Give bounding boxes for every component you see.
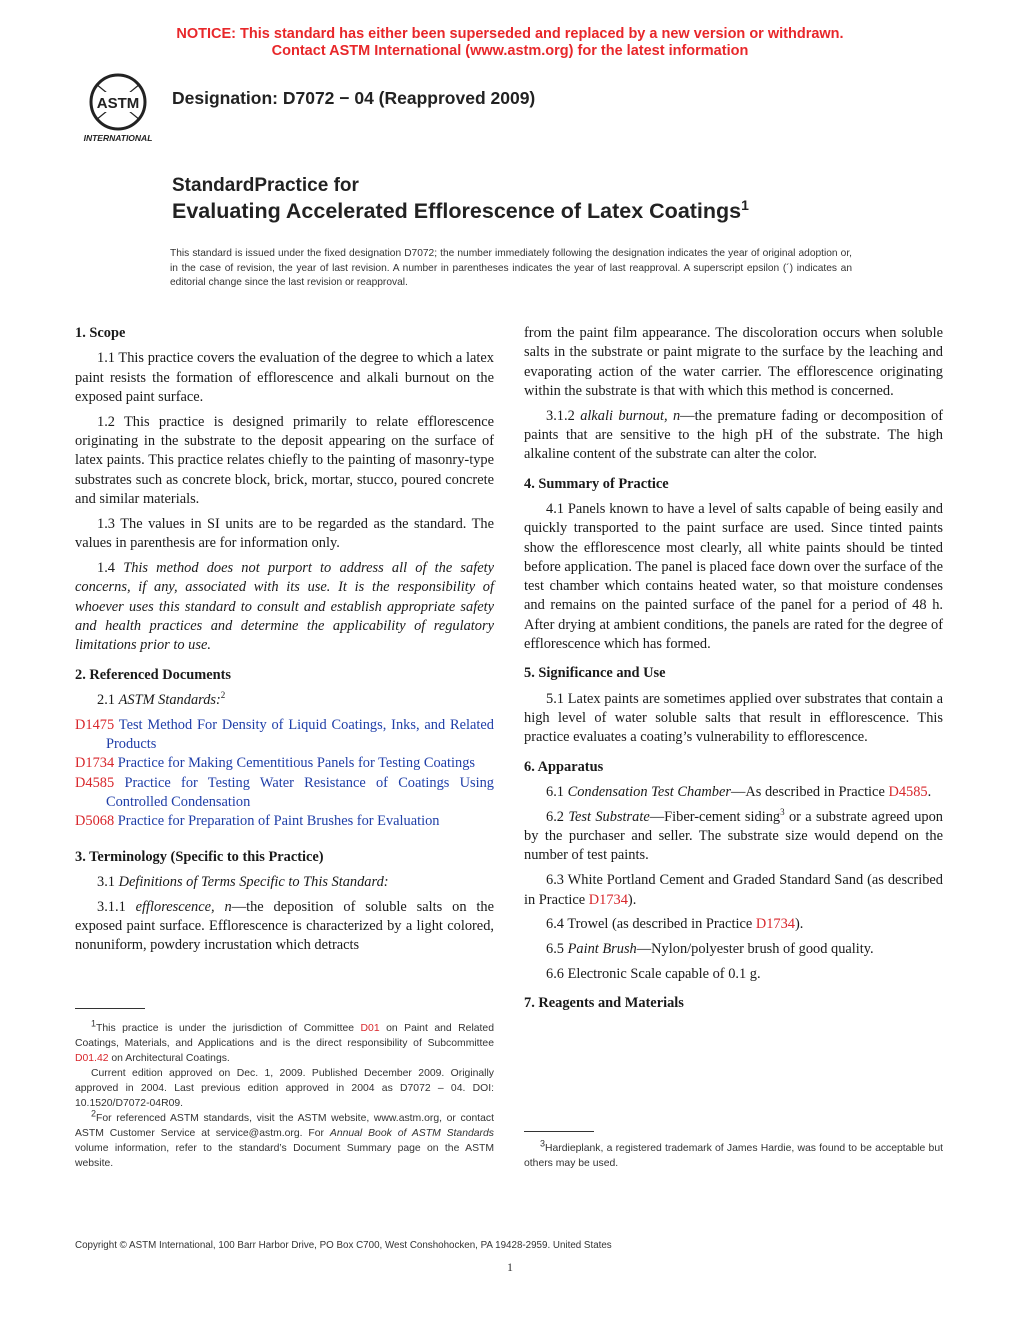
definitions-label: Definitions of Terms Specific to This Standard: [118, 873, 389, 890]
footnote-rule [75, 1008, 145, 1009]
para-number: 6.1 [546, 783, 568, 800]
para-3-1 [75, 873, 494, 892]
section-heading-apparatus: 6. Apparatus [524, 758, 604, 775]
punctuation: . [927, 783, 932, 800]
footnote-mark: 3 [780, 806, 785, 817]
para-2-1 [75, 691, 494, 710]
para-6-5 [524, 940, 943, 959]
left-column [75, 324, 494, 961]
footnote-text: Hardieplank, a registered trademark of James Hardie, was found to be acceptable but others may be used. [524, 1143, 943, 1169]
description: —Nylon/polyester brush of good quality. [636, 941, 874, 958]
astm-emblem-icon [72, 70, 164, 146]
para-6-3 [524, 871, 943, 910]
para-5-1: 5.1 Latex paints are sometimes applied over substrates that contain a high level of water soluble salts that result in efflorescence. This practice evaluates a coating’s vulnerability to efflorescence. [524, 690, 943, 746]
para-4-1: 4.1 Panels known to have a level of salts capable of being easily and quickly transported to the paint surface are used. Since tinted paints show the efflorescence most clearly, all white paints should be tinted before application. The panel is placed face down over the surface of the test chamber which contains heated water, so that moisture condenses and remains on the painted surface of the panel for a period of 48 h. After drying at ambient conditions, the panels are rated for the degree of efflorescence which has formed. [524, 500, 943, 653]
para-number: 1.4 [97, 560, 124, 577]
reference-d4585[interactable] [75, 774, 494, 813]
section-heading-terminology: 3. Terminology (Specific to this Practice) [75, 848, 324, 865]
footnote-mark: 2 [91, 1108, 97, 1119]
ref-title[interactable]: Test Method For Density of Liquid Coatings, Inks, and Related Products [106, 716, 494, 753]
footnote-2 [75, 1108, 494, 1171]
section-heading-reagents: 7. Reagents and Materials [524, 995, 684, 1012]
ref-link-d4585[interactable]: D4585 [888, 783, 928, 800]
footnote-text: For referenced ASTM standards, visit the ASTM website, www.astm.org, or contact ASTM Customer Service at service@astm.org. For [75, 1113, 494, 1139]
logo-subtext: INTERNATIONAL [83, 133, 153, 143]
notice-line-1: NOTICE: This standard has either been superseded and replaced by a new version or withdrawn. [176, 26, 844, 42]
footnote-mark: 1 [91, 1018, 97, 1029]
footnotes-left [75, 1018, 494, 1171]
section-heading-significance: 5. Significance and Use [524, 665, 666, 682]
ref-title[interactable]: Practice for Preparation of Paint Brushes for Evaluation [117, 813, 440, 830]
para-6-6: 6.6 Electronic Scale capable of 0.1 g. [546, 966, 761, 983]
section-heading-referenced: 2. Referenced Documents [75, 666, 231, 683]
term: Paint Brush [567, 941, 637, 958]
annual-book-title: Annual Book of ASTM Standards [329, 1128, 494, 1139]
description: 6.3 White Portland Cement and Graded Standard Sand (as described in Practice [524, 872, 943, 908]
logo-text: ASTM [96, 95, 140, 112]
footnote-text: on Paint and Related Coatings, Materials, and Applications and is the direct responsibility of Subcommittee [75, 1023, 494, 1049]
para-6-1 [524, 783, 943, 802]
title-line-2: Evaluating Accelerated Efflorescence of Latex Coatings [172, 199, 742, 223]
reference-d5068[interactable] [75, 812, 494, 831]
ref-title[interactable]: Practice for Making Cementitious Panels for Testing Coatings [117, 755, 476, 772]
astm-logo [72, 70, 164, 146]
para-number: 6.5 [546, 941, 568, 958]
footnote-3 [524, 1138, 943, 1171]
ref-code[interactable]: D1734 [75, 755, 115, 772]
footnote-mark: 3 [540, 1138, 546, 1149]
para-6-4 [524, 915, 943, 934]
safety-statement: This method does not purport to address all of the safety concerns, if any, associated with its use. It is the responsibility of whoever uses this standard to consult and establish appropriate safety and health practices and determine the applicability of regulatory limitations prior to use. [75, 560, 494, 654]
ref-link-d1734[interactable]: D1734 [755, 916, 796, 933]
para-number: 3.1.2 [546, 407, 581, 424]
definition: —the deposition of soluble salts on the exposed paint surface. Efflorescence is characterized by a light colored, nonuniform, powdery incrustation which detracts [75, 898, 494, 954]
punctuation: ). [627, 891, 637, 908]
para-1-3: 1.3 The values in SI units are to be regarded as the standard. The values in parenthesis are for information only. [75, 515, 494, 552]
title-footnote-mark: 1 [741, 196, 749, 213]
term: Condensation Test Chamber [567, 783, 731, 800]
committee-link[interactable]: D01 [360, 1023, 380, 1034]
copyright: Copyright © ASTM International, 100 Barr Harbor Drive, PO Box C700, West Conshohocken, PA 19428-2959. United States [75, 1240, 612, 1251]
title-line-1: StandardPractice for [172, 175, 359, 196]
para-number: 3.1 [97, 873, 119, 890]
issuance-note: This standard is issued under the fixed designation D7072; the number immediately following the designation indicates the year of original adoption or, in the case of revision, the year of last revision. A number in parentheses indicates the year of last reapproval. A superscript epsilon (´) indicates an editorial change since the last revision or reapproval. [170, 248, 852, 288]
ref-code[interactable]: D5068 [75, 813, 115, 830]
footnote-text: This practice is under the jurisdiction of Committee [96, 1023, 361, 1034]
para-3-1-2 [524, 407, 943, 465]
para-1-1: 1.1 This practice covers the evaluation of the degree to which a latex paint resists the formation of efflorescence and alkali burnout on the exposed paint surface. [75, 350, 494, 405]
right-column [524, 324, 943, 1020]
term: efflorescence, n [135, 898, 232, 915]
term: Test Substrate [568, 808, 650, 825]
para-6-2 [524, 808, 943, 866]
footnote-1 [75, 1018, 494, 1066]
notice-line-2: Contact ASTM International (www.astm.org) for the latest information [271, 43, 749, 59]
reference-d1475[interactable] [75, 716, 494, 755]
description: —As described in Practice [730, 783, 889, 800]
definition: —the premature fading or decomposition of paints that are sensitive to the high pH of the substrate. The high alkaline content of the substrate can alter the color. [524, 407, 943, 463]
designation: Designation: D7072 − 04 (Reapproved 2009) [172, 88, 536, 108]
description: 6.4 Trowel (as described in Practice [546, 916, 756, 933]
para-3-1-1 [75, 898, 494, 956]
para-1-2: 1.2 This practice is designed primarily to relate efflorescence originating in the substrate to the deposit appearing on the surface of latex paints. This practice relates chiefly to the painting of masonry-type substrates such as concrete block, brick, mortar, stucco, poured concrete and similar materials. [75, 413, 494, 507]
footnotes-right [524, 1138, 943, 1171]
section-heading-scope: 1. Scope [75, 325, 126, 341]
withdrawal-notice [0, 26, 1020, 60]
footnote-text: on Architectural Coatings. [108, 1053, 230, 1064]
reference-d1734[interactable] [75, 754, 494, 773]
para-number: 6.2 [546, 808, 569, 825]
subcommittee-link[interactable]: D01.42 [75, 1053, 109, 1064]
term: alkali burnout, n [580, 407, 681, 424]
footnote-mark: 2 [220, 690, 226, 701]
para-number: 2.1 [97, 691, 119, 708]
punctuation: ). [795, 916, 804, 933]
ref-code[interactable]: D1475 [75, 716, 115, 733]
section-heading-summary: 4. Summary of Practice [524, 475, 669, 492]
para-number: 3.1.1 [97, 898, 136, 915]
footnote-text: volume information, refer to the standard’s Document Summary page on the ASTM website. [75, 1143, 494, 1169]
para-3-1-1-continued: from the paint film appearance. The discoloration occurs when soluble salts in the substrate or paint migrate to the surface by the leaching and evaporating action of the water carrier. The efflorescence originating within the substrate is that with which this method is concerned. [524, 325, 943, 399]
description: —Fiber-cement siding [649, 808, 781, 825]
footnote-1-edition: Current edition approved on Dec. 1, 2009. Published December 2009. Originally approved in 2004. Last previous edition approved in 2004 as D7072 – 04. DOI: 10.1520/D7072-04R09. [75, 1068, 494, 1109]
footnote-rule [524, 1131, 594, 1132]
ref-title[interactable]: Practice for Testing Water Resistance of Coatings Using Controlled Condensation [106, 774, 494, 810]
page-number: 1 [507, 1260, 513, 1274]
ref-code[interactable]: D4585 [75, 774, 115, 791]
astm-standards-label: ASTM Standards: [118, 691, 221, 708]
description: or a substrate agreed upon by the purchaser and seller. The substrate size would depend on the number of test paints. [524, 808, 943, 864]
document-title [172, 196, 749, 224]
ref-link-d1734[interactable]: D1734 [588, 891, 628, 908]
para-1-4 [75, 559, 494, 655]
